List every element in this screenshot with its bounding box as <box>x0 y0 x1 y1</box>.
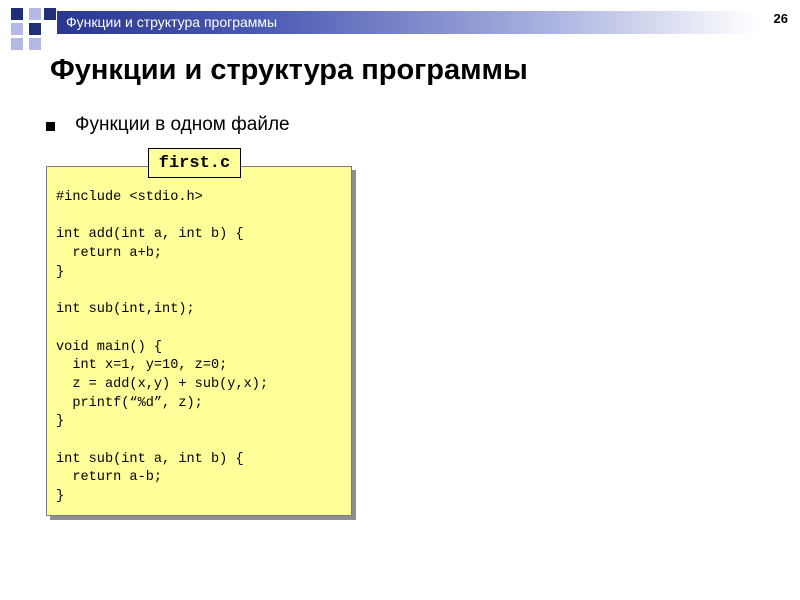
code-listing <box>56 189 268 507</box>
code-line: int sub(int a, int b) { <box>56 451 244 467</box>
code-line <box>56 320 268 339</box>
corner-square-decoration <box>29 8 41 20</box>
code-line: #include <stdio.h> <box>56 190 203 205</box>
corner-square-decoration <box>11 8 23 20</box>
bullet-item <box>46 114 290 136</box>
header-title: Функции и структура программы <box>66 14 278 30</box>
code-line: return a-b; <box>56 470 163 486</box>
corner-square-decoration <box>29 38 41 50</box>
code-line: } <box>56 264 65 280</box>
code-line: int add(int a, int b) { <box>56 227 244 243</box>
code-line: return a+b; <box>56 246 163 262</box>
code-line: printf(“%d”, z); <box>56 395 203 411</box>
slide-title: Функции и структура программы <box>50 54 528 86</box>
square-bullet-icon <box>46 122 55 131</box>
corner-square-decoration <box>11 38 23 50</box>
code-line: int x=1, y=10, z=0; <box>56 358 228 374</box>
corner-square-decoration <box>29 23 41 35</box>
page-number: 26 <box>773 11 788 26</box>
file-label-box <box>148 148 241 178</box>
code-line: int sub(int,int); <box>56 302 195 318</box>
code-line <box>56 208 268 227</box>
code-line: } <box>56 414 65 430</box>
corner-square-decoration <box>44 8 56 20</box>
code-line: void main() { <box>56 339 163 355</box>
code-line <box>56 282 268 301</box>
corner-square-decoration <box>11 23 23 35</box>
code-line: } <box>56 489 65 504</box>
code-line <box>56 432 268 451</box>
file-label: first.c <box>158 153 231 173</box>
bullet-text: Функции в одном файле <box>75 114 290 135</box>
code-line: z = add(x,y) + sub(y,x); <box>56 376 269 392</box>
